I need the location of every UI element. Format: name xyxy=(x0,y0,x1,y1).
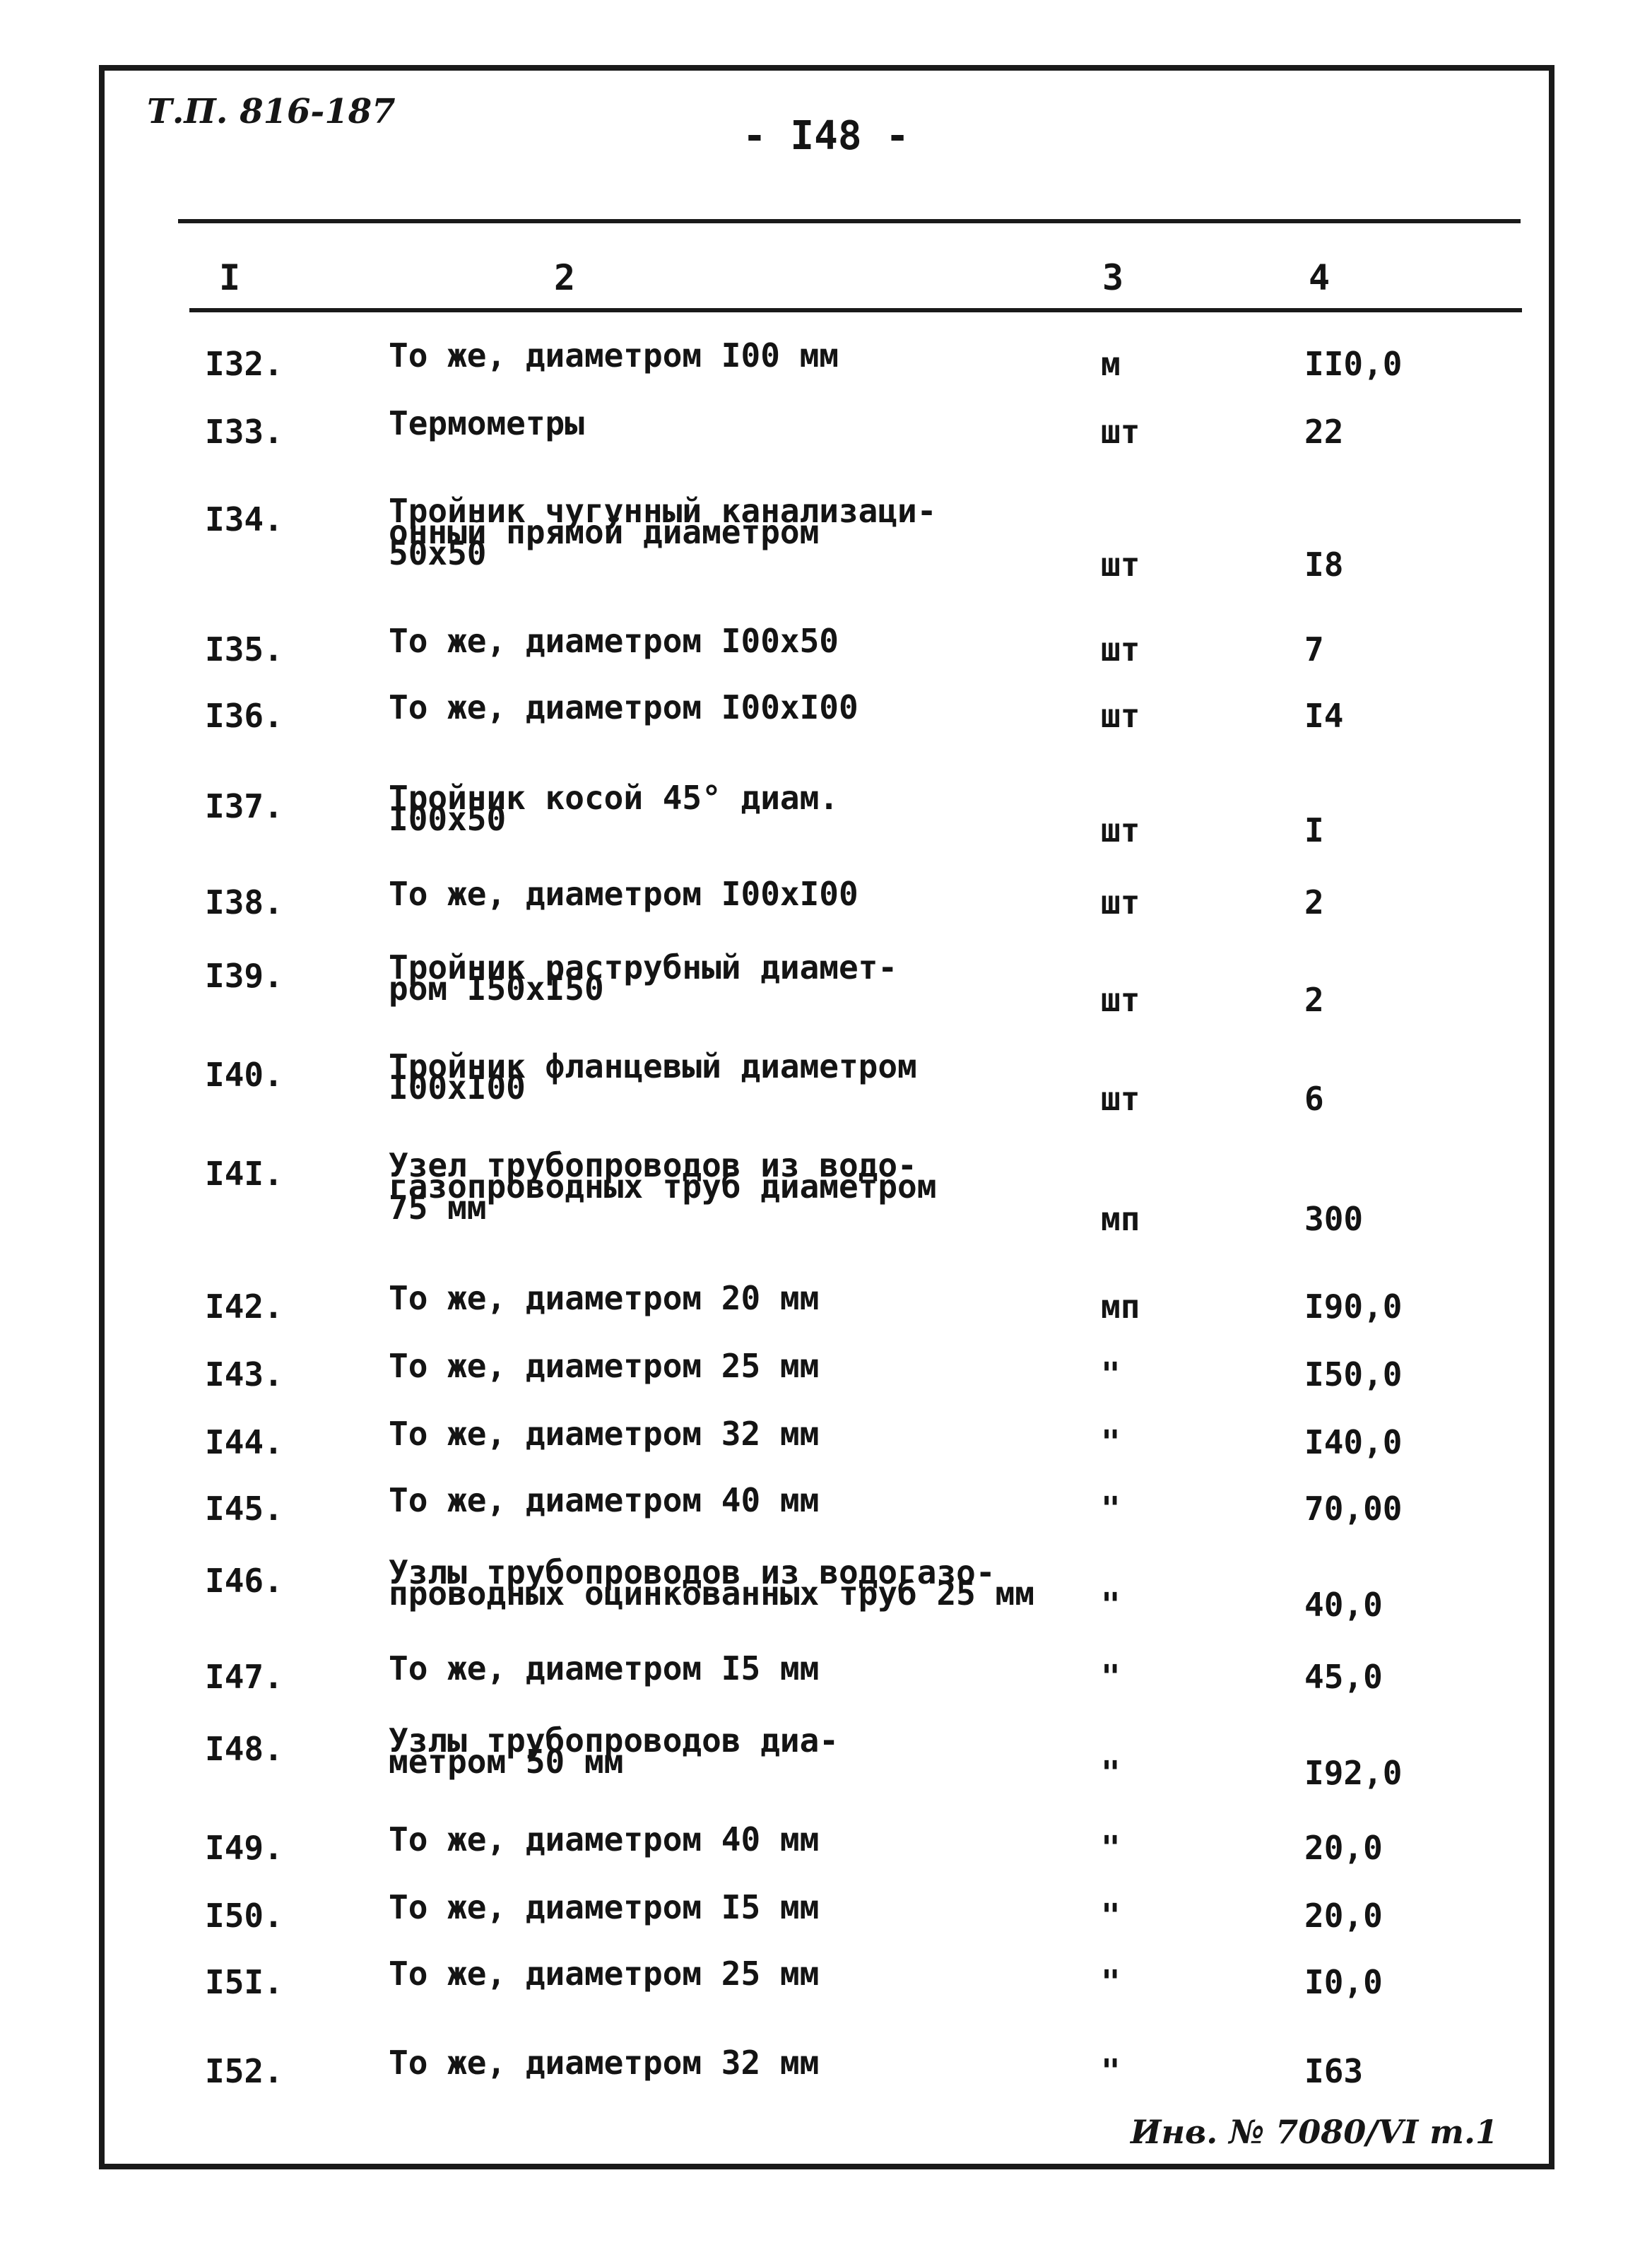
unit-of-measure: " xyxy=(1101,1490,1121,1528)
row-number: I5I. xyxy=(205,1963,283,2001)
item-description: Узлы трубопроводов из водогазо- проводных оцинкованных труб 25 мм xyxy=(389,1553,1034,1613)
unit-of-measure: м xyxy=(1101,345,1121,383)
item-description: Тройник фланцевый диаметром I00хI00 xyxy=(389,1047,917,1107)
unit-of-measure: шт xyxy=(1101,413,1140,451)
quantity: 40,0 xyxy=(1304,1586,1383,1624)
row-number: I46. xyxy=(205,1562,283,1600)
item-description: То же, диаметром 40 мм xyxy=(389,1820,820,1858)
item-description: То же, диаметром 25 мм xyxy=(389,1955,820,1993)
unit-of-measure: " xyxy=(1101,2052,1121,2090)
item-description: То же, диаметром 20 мм xyxy=(389,1279,820,1317)
column-header-4: 4 xyxy=(1309,257,1331,298)
quantity: I xyxy=(1304,811,1324,849)
column-header-3: 3 xyxy=(1102,257,1124,298)
table-header-rule xyxy=(189,308,1522,312)
quantity: I40,0 xyxy=(1304,1423,1403,1461)
inventory-signature: Инв. № 7080/VI т.1 xyxy=(1131,2113,1498,2151)
quantity: 22 xyxy=(1304,413,1344,451)
column-header-2: 2 xyxy=(554,257,576,298)
quantity: 7 xyxy=(1304,630,1324,668)
unit-of-measure: " xyxy=(1101,1963,1121,2001)
item-description: Тройник чугунный канализаци- онный прямой диаметром 50х50 xyxy=(389,492,937,572)
unit-of-measure: мп xyxy=(1101,1288,1140,1326)
item-description: То же, диаметром I00 мм xyxy=(389,336,839,375)
row-number: I37. xyxy=(205,787,283,825)
quantity: I50,0 xyxy=(1304,1355,1403,1393)
quantity: 2 xyxy=(1304,883,1324,921)
quantity: 70,00 xyxy=(1304,1490,1403,1528)
table-top-rule xyxy=(178,219,1521,223)
item-description: Узлы трубопроводов диа- метром 50 мм xyxy=(389,1721,839,1781)
unit-of-measure: шт xyxy=(1101,811,1140,849)
page-number: - I48 - xyxy=(742,113,909,159)
row-number: I33. xyxy=(205,413,283,451)
document-code: Т.П. 816-187 xyxy=(147,92,396,131)
row-number: I32. xyxy=(205,345,283,383)
unit-of-measure: " xyxy=(1101,1423,1121,1461)
item-description: То же, диаметром 32 мм xyxy=(389,1415,820,1453)
unit-of-measure: шт xyxy=(1101,697,1140,735)
row-number: I50. xyxy=(205,1897,283,1935)
quantity: I0,0 xyxy=(1304,1963,1383,2001)
unit-of-measure: " xyxy=(1101,1897,1121,1935)
row-number: I52. xyxy=(205,2052,283,2090)
unit-of-measure: " xyxy=(1101,1754,1121,1792)
unit-of-measure: шт xyxy=(1101,630,1140,668)
quantity: 20,0 xyxy=(1304,1897,1383,1935)
row-number: I4I. xyxy=(205,1155,283,1193)
quantity: II0,0 xyxy=(1304,345,1403,383)
row-number: I35. xyxy=(205,630,283,668)
item-description: Тройник косой 45° диам. I00х50 xyxy=(389,779,839,838)
quantity: 20,0 xyxy=(1304,1829,1383,1867)
row-number: I45. xyxy=(205,1490,283,1528)
quantity: 6 xyxy=(1304,1080,1324,1118)
item-description: Термометры xyxy=(389,404,584,442)
item-description: То же, диаметром I5 мм xyxy=(389,1649,820,1687)
item-description: Тройник раструбный диамет- ром I50хI50 xyxy=(389,948,898,1008)
quantity: 300 xyxy=(1304,1200,1364,1238)
unit-of-measure: мп xyxy=(1101,1200,1140,1238)
row-number: I34. xyxy=(205,500,283,538)
unit-of-measure: " xyxy=(1101,1829,1121,1867)
quantity: I8 xyxy=(1304,546,1344,584)
quantity: I63 xyxy=(1304,2052,1364,2090)
item-description: То же, диаметром 40 мм xyxy=(389,1481,820,1519)
unit-of-measure: " xyxy=(1101,1355,1121,1393)
unit-of-measure: шт xyxy=(1101,546,1140,584)
quantity: 2 xyxy=(1304,981,1324,1019)
quantity: I90,0 xyxy=(1304,1288,1403,1326)
column-header-1: I xyxy=(219,257,241,298)
row-number: I36. xyxy=(205,697,283,735)
row-number: I43. xyxy=(205,1355,283,1393)
row-number: I49. xyxy=(205,1829,283,1867)
item-description: То же, диаметром 25 мм xyxy=(389,1347,820,1385)
unit-of-measure: " xyxy=(1101,1586,1121,1624)
unit-of-measure: шт xyxy=(1101,1080,1140,1118)
row-number: I38. xyxy=(205,883,283,921)
unit-of-measure: шт xyxy=(1101,883,1140,921)
quantity: I92,0 xyxy=(1304,1754,1403,1792)
row-number: I44. xyxy=(205,1423,283,1461)
item-description: То же, диаметром 32 мм xyxy=(389,2044,820,2082)
row-number: I47. xyxy=(205,1658,283,1696)
item-description: То же, диаметром I00хI00 xyxy=(389,875,859,913)
quantity: 45,0 xyxy=(1304,1658,1383,1696)
row-number: I39. xyxy=(205,957,283,995)
unit-of-measure: шт xyxy=(1101,981,1140,1019)
item-description: То же, диаметром I00хI00 xyxy=(389,688,859,726)
unit-of-measure: " xyxy=(1101,1658,1121,1696)
row-number: I48. xyxy=(205,1730,283,1768)
item-description: Узел трубопроводов из водо- газопроводных труб диаметром 75 мм xyxy=(389,1146,937,1227)
row-number: I42. xyxy=(205,1288,283,1326)
row-number: I40. xyxy=(205,1056,283,1094)
item-description: То же, диаметром I5 мм xyxy=(389,1888,820,1926)
item-description: То же, диаметром I00х50 xyxy=(389,622,839,660)
quantity: I4 xyxy=(1304,697,1344,735)
